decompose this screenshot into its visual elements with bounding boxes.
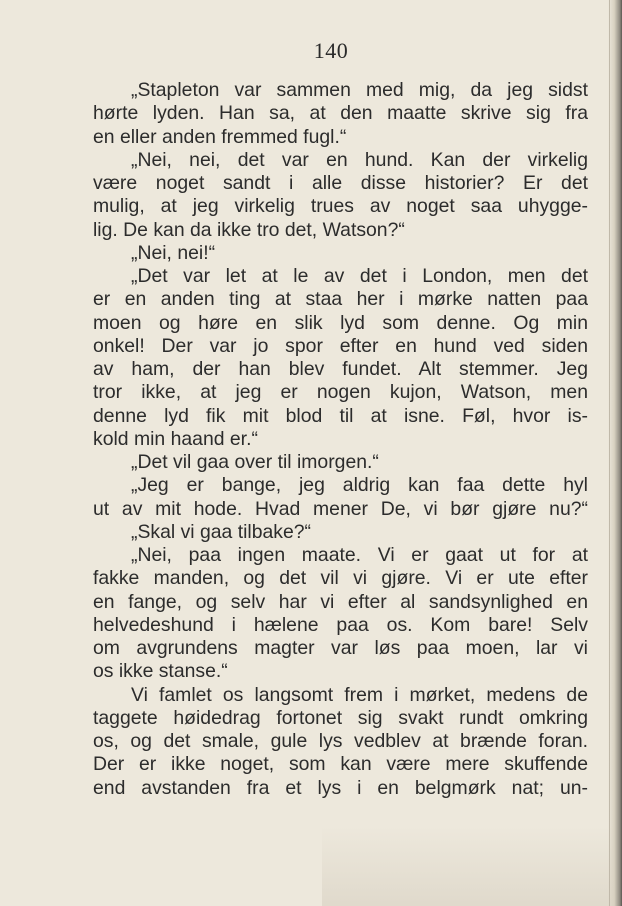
text-line: om avgrundens magter var løs paa moen, lar vi <box>93 637 588 659</box>
text-line: end avstanden fra et lys i en belgmørk nat; un- <box>93 776 588 799</box>
text-line: en fange, og selv har vi efter al sandsynlighed en <box>93 590 588 613</box>
text-line: være noget sandt i alle disse historier? Er det <box>93 172 588 194</box>
text-line: „Nei, paa ingen maate. Vi er gaat ut for at <box>131 544 588 566</box>
text-line: taggete høidedrag fortonet sig svakt rundt omkring <box>93 706 588 729</box>
text-line: „Nei, nei!“ <box>131 241 216 264</box>
text-line: moen og høre en slik lyd som denne. Og min <box>93 311 588 334</box>
text-line: tror ikke, at jeg er nogen kujon, Watson, men <box>93 381 588 404</box>
text-line: „Jeg er bange, jeg aldrig kan faa dette hyl <box>131 474 588 497</box>
text-line: denne lyd fik mit blod til at isne. Føl, hvor is- <box>93 404 588 427</box>
text-line: os ikke stanse.“ <box>93 660 228 683</box>
text-line: lig. De kan da ikke tro det, Watson?“ <box>93 218 405 241</box>
text-line: „Nei, nei, det var en hund. Kan der virkelig <box>131 148 588 171</box>
page-number: 140 <box>313 38 349 63</box>
page-shadow <box>322 826 622 906</box>
text-line: „Det var let at le av det i London, men det <box>131 265 588 287</box>
page-edge-shadow <box>608 0 622 906</box>
text-line: os, og det smale, gule lys vedblev at brænde foran. <box>93 730 588 752</box>
text-line: fakke manden, og det vil vi gjøre. Vi er ute efter <box>93 567 588 590</box>
text-line: kold min haand er.“ <box>93 427 258 450</box>
text-line: er en anden ting at staa her i mørke natten paa <box>93 288 588 311</box>
text-line: helvedeshund i hælene paa os. Kom bare! Selv <box>93 613 588 636</box>
text-line: en eller anden fremmed fugl.“ <box>93 125 347 148</box>
text-line: hørte lyden. Han sa, at den maatte skrive sig fra <box>93 102 588 125</box>
text-line: „Stapleton var sammen med mig, da jeg sidst <box>131 79 588 101</box>
body-text <box>93 79 588 800</box>
text-line: mulig, at jeg virkelig trues av noget saa uhygge- <box>93 195 588 218</box>
text-line: Der er ikke noget, som kan være mere skuffende <box>93 753 588 776</box>
text-line: „Det vil gaa over til imorgen.“ <box>131 451 379 473</box>
text-line: av ham, der han blev fundet. Alt stemmer. Jeg <box>93 358 588 380</box>
text-line: Vi famlet os langsomt frem i mørket, medens de <box>131 683 588 706</box>
text-line: „Skal vi gaa tilbake?“ <box>131 520 311 543</box>
text-line: onkel! Der var jo spor efter en hund ved siden <box>93 334 588 357</box>
text-line: ut av mit hode. Hvad mener De, vi bør gjøre nu?“ <box>93 497 588 520</box>
